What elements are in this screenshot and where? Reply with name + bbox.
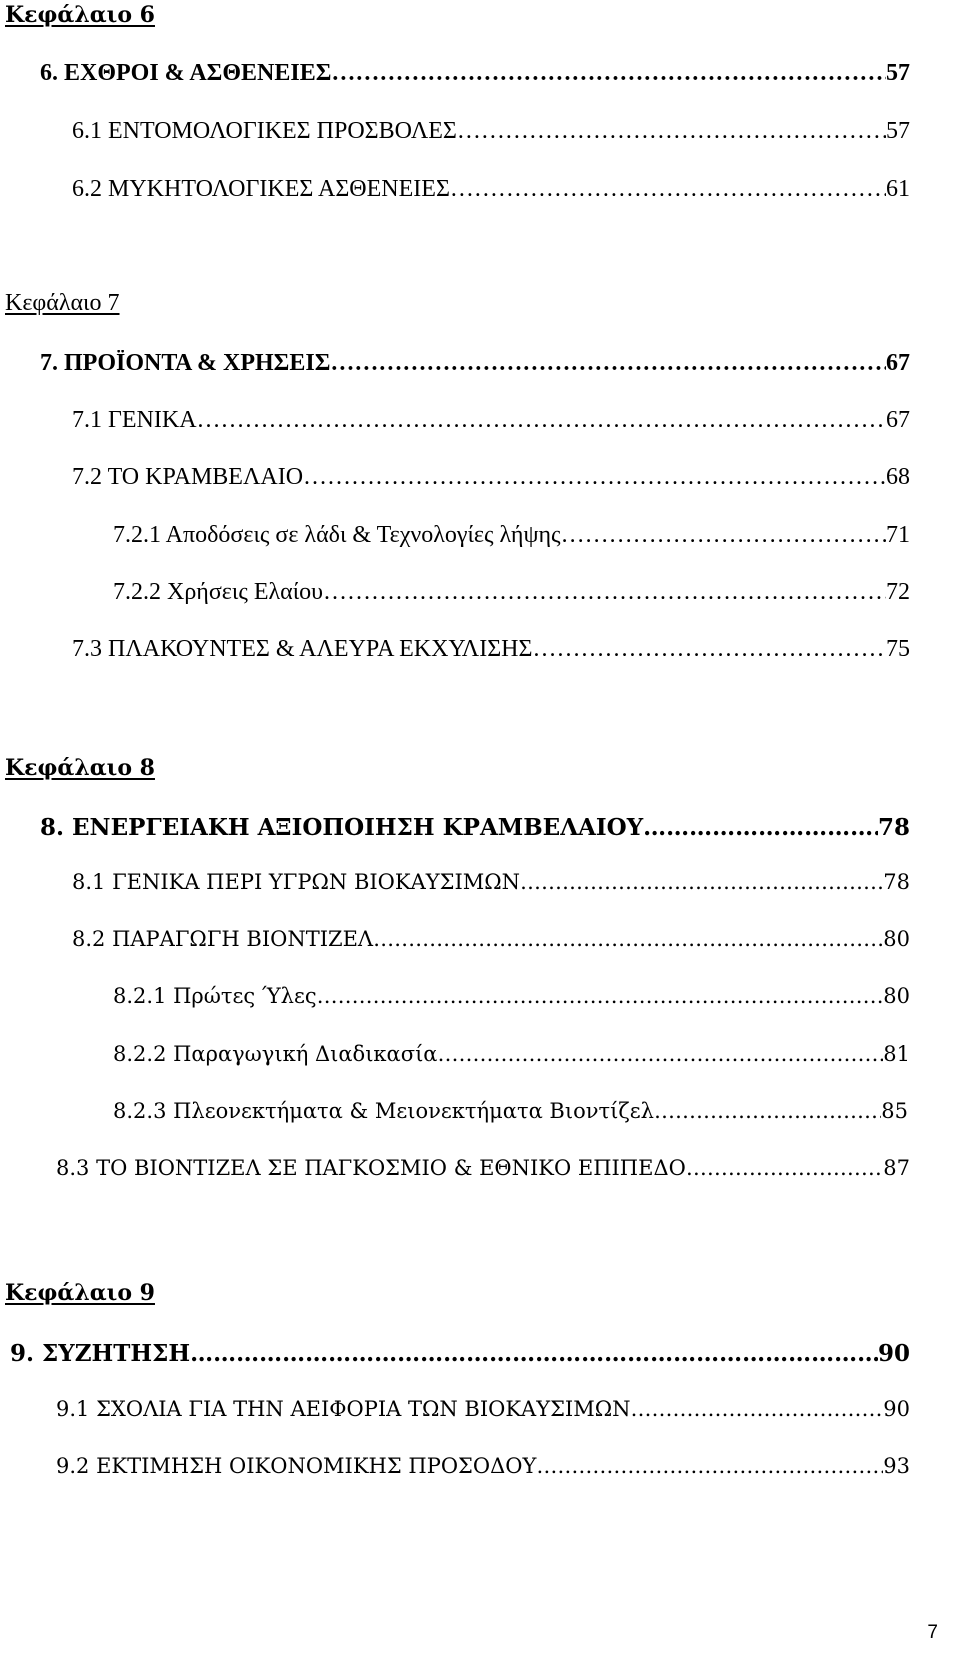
toc-page-number: 90 — [883, 1397, 910, 1421]
toc-page-number: 68 — [886, 464, 910, 490]
dot-leader — [561, 522, 886, 549]
dot-leader — [331, 60, 886, 87]
toc-page-number: 57 — [886, 60, 910, 86]
toc-entry-label: 9. ΣΥΖΗΤΗΣΗ — [10, 1340, 191, 1367]
toc-entry-label: 7.1 ΓΕΝΙΚΑ — [72, 407, 197, 433]
dot-leader — [536, 1454, 883, 1478]
toc-entry-label: 7.2 ΤΟ ΚΡΑΜΒΕΛΑΙΟ — [72, 464, 304, 490]
dot-leader — [654, 1099, 881, 1123]
toc-entry-label: 8.2.1 Πρώτες Ύλες — [113, 984, 317, 1008]
dot-leader — [197, 407, 886, 434]
toc-entry-6[interactable] — [40, 60, 910, 87]
toc-entry-8-3[interactable] — [56, 1156, 910, 1180]
page-number: 7 — [927, 1622, 938, 1643]
toc-entry-8-2[interactable] — [72, 927, 910, 951]
toc-entry-8-2-3[interactable] — [113, 1099, 908, 1123]
toc-entry-label: 9.1 ΣΧΟΛΙΑ ΓΙΑ ΤΗΝ ΑΕΙΦΟΡΙΑ ΤΩΝ ΒΙΟΚΑΥΣΙΜΩΝ — [56, 1397, 631, 1421]
toc-entry-label: 8.2.2 Παραγωγική Διαδικασία — [113, 1042, 438, 1066]
toc-entry-7-2-2[interactable] — [113, 579, 910, 606]
toc-page-number: 61 — [886, 176, 910, 202]
dot-leader — [323, 579, 886, 606]
toc-entry-8[interactable] — [40, 814, 910, 841]
chapter-9-heading: Κεφάλαιο 9 — [5, 1280, 155, 1306]
toc-entry-label: 6.1 ΕΝΤΟΜΟΛΟΓΙΚΕΣ ΠΡΟΣΒΟΛΕΣ — [72, 118, 457, 144]
dot-leader — [303, 464, 886, 491]
toc-entry-label: 6. ΕΧΘΡΟΙ & ΑΣΘΕΝΕΙΕΣ — [40, 60, 332, 86]
toc-entry-7-1[interactable] — [72, 407, 910, 434]
toc-page-number: 75 — [886, 636, 910, 662]
dot-leader — [373, 927, 883, 951]
toc-page-number: 71 — [886, 522, 910, 548]
toc-page-number: 67 — [886, 350, 910, 376]
dot-leader — [438, 1042, 884, 1066]
dot-leader — [643, 814, 878, 841]
toc-page-number: 85 — [881, 1099, 908, 1123]
toc-entry-8-2-1[interactable] — [113, 984, 910, 1008]
toc-page-number: 57 — [886, 118, 910, 144]
toc-entry-label: 7.2.2 Χρήσεις Ελαίου — [113, 579, 324, 605]
toc-entry-6-2[interactable] — [72, 176, 910, 203]
toc-entry-9-2[interactable] — [56, 1454, 910, 1478]
toc-page-number: 90 — [877, 1340, 910, 1367]
toc-entry-label: 8.3 ΤΟ ΒΙΟΝΤΙΖΕΛ ΣΕ ΠΑΓΚΟΣΜΙΟ & ΕΘΝΙΚΟ ΕΠΙΠΕΔΟ — [56, 1156, 686, 1180]
toc-entry-7-3[interactable] — [72, 636, 910, 663]
dot-leader — [520, 870, 883, 894]
dot-leader — [532, 636, 886, 663]
dot-leader — [631, 1397, 884, 1421]
dot-leader — [190, 1340, 878, 1367]
toc-entry-label: 9.2 ΕΚΤΙΜΗΣΗ ΟΙΚΟΝΟΜΙΚΗΣ ΠΡΟΣΟΔΟΥ — [56, 1454, 537, 1478]
toc-entry-label: 8.2.3 Πλεονεκτήματα & Μειονεκτήματα Βιοντίζελ — [113, 1099, 654, 1123]
toc-page-number: 72 — [886, 579, 910, 605]
chapter-7-heading: Κεφάλαιο 7 — [5, 290, 120, 316]
toc-entry-label: 7.3 ΠΛΑΚΟΥΝΤΕΣ & ΑΛΕΥΡΑ ΕΚΧΥΛΙΣΗΣ — [72, 636, 533, 662]
toc-page-number: 80 — [883, 927, 910, 951]
toc-entry-label: 7.2.1 Αποδόσεις σε λάδι & Τεχνολογίες λήψης — [113, 522, 561, 548]
toc-entry-7-2[interactable] — [72, 464, 910, 491]
toc-entry-7-2-1[interactable] — [113, 522, 910, 549]
dot-leader — [450, 176, 886, 203]
dot-leader — [330, 350, 886, 377]
dot-leader — [317, 984, 884, 1008]
toc-entry-label: 8. ΕΝΕΡΓΕΙΑΚΗ ΑΞΙΟΠΟΙΗΣΗ ΚΡΑΜΒΕΛΑΙΟΥ — [40, 814, 644, 841]
dot-leader — [686, 1156, 883, 1180]
toc-entry-label: 7. ΠΡΟΪΟΝΤΑ & ΧΡΗΣΕΙΣ — [40, 350, 331, 376]
toc-page-number: 80 — [883, 984, 910, 1008]
toc-entry-9[interactable] — [10, 1340, 910, 1367]
toc-page-number: 78 — [883, 870, 910, 894]
toc-page-number: 78 — [877, 814, 910, 841]
toc-entry-label: 8.1 ΓΕΝΙΚΑ ΠΕΡΙ ΥΓΡΩΝ ΒΙΟΚΑΥΣΙΜΩΝ — [72, 870, 521, 894]
chapter-6-heading: Κεφάλαιο 6 — [5, 2, 155, 28]
chapter-8-heading: Κεφάλαιο 8 — [5, 755, 155, 781]
toc-entry-7[interactable] — [40, 350, 910, 377]
toc-page-number: 87 — [883, 1156, 910, 1180]
toc-entry-8-2-2[interactable] — [113, 1042, 910, 1066]
toc-entry-8-1[interactable] — [72, 870, 910, 894]
toc-entry-label: 8.2 ΠΑΡΑΓΩΓΗ ΒΙΟΝΤΙΖΕΛ — [72, 927, 374, 951]
toc-page-number: 93 — [883, 1454, 910, 1478]
toc-entry-label: 6.2 ΜΥΚΗΤΟΛΟΓΙΚΕΣ ΑΣΘΕΝΕΙΕΣ — [72, 176, 450, 202]
toc-page-number: 81 — [883, 1042, 910, 1066]
dot-leader — [457, 118, 886, 145]
toc-entry-6-1[interactable] — [72, 118, 910, 145]
toc-entry-9-1[interactable] — [56, 1397, 910, 1421]
toc-page-number: 67 — [886, 407, 910, 433]
